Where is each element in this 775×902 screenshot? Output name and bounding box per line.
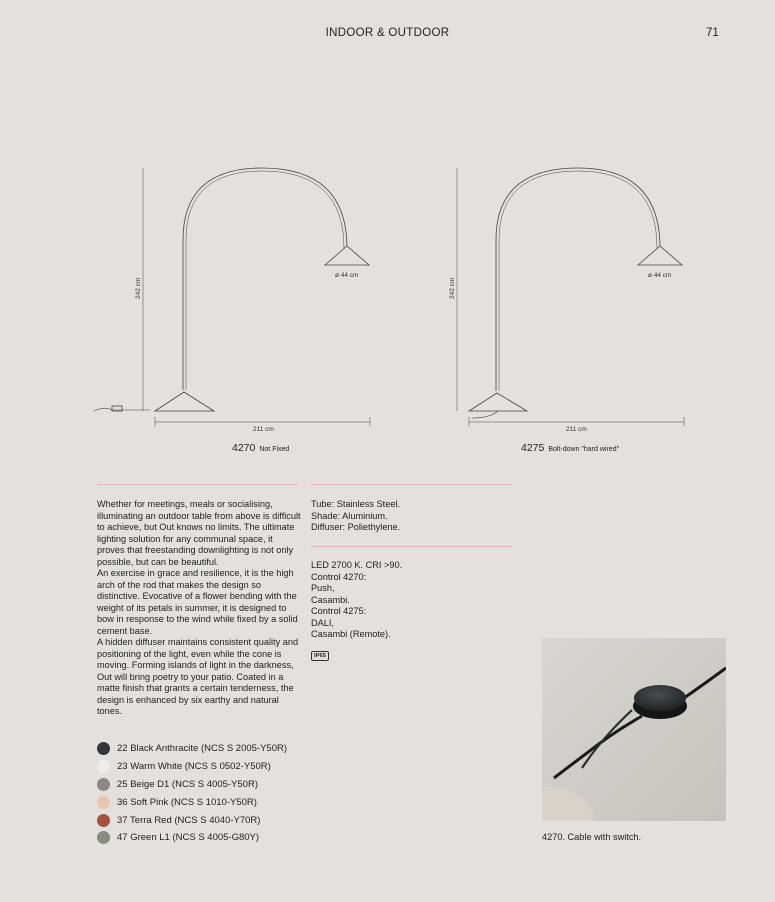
materials-list [311,499,516,534]
color-swatch [97,796,110,809]
finish-item [97,793,287,811]
spec-item: Casambi. [311,594,350,605]
finish-label: 22 Black Anthracite (NCS S 2005-Y50R) [117,743,288,755]
diameter-dimension-left: ø 44 cm [335,272,359,279]
model-code: 4275 [521,442,545,454]
cable-switch-photo [542,638,726,821]
model-note: Bolt-down "hard wired" [548,446,620,453]
color-swatch [97,760,110,773]
model-note: Not Fixed [259,446,290,453]
model-code: 4270 [232,442,256,454]
divider-technical [311,546,512,547]
product-description [97,499,302,718]
page-number: 71 [706,27,719,39]
finish-item [97,740,287,758]
divider-description [97,484,298,485]
spec-item: DALI, [311,617,334,628]
finish-label: 25 Beige D1 (NCS S 4005-Y50R) [117,778,258,790]
color-swatch [97,778,110,791]
material-item: Shade: Aluminium. [311,510,388,521]
model-label-4275 [521,442,619,454]
height-dimension-left: 242 cm [135,277,142,299]
color-swatch [97,742,110,755]
finish-label: 47 Green L1 (NCS S 4005-G80Y) [117,832,260,844]
material-item: Diffuser: Poliethylene. [311,522,401,532]
spec-item: Control 4275: [311,606,367,616]
width-dimension-left: 211 cm [253,426,274,433]
color-swatch [97,831,110,844]
finish-item [97,776,287,794]
lamp-drawing-4275 [457,168,684,426]
description-paragraph: Whether for meetings, meals or socialising, illuminating an outdoor table from above is difficult to achieve, but Out knows no limits. The ultimate lighting solution for any communal space, it proves that freestanding downlighting is not only possible, but can be beautiful. [97,499,301,567]
color-swatch [97,814,110,827]
divider-materials [311,484,512,485]
finish-item [97,811,287,829]
finish-label: 23 Warm White (NCS S 0502-Y50R) [117,761,271,773]
spec-item: Push, [311,583,335,593]
spec-item: LED 2700 K. CRI >90. [311,560,403,570]
section-title: INDOOR & OUTDOOR [325,27,450,39]
technical-specs [311,560,516,641]
finish-item [97,829,287,847]
spec-item: Casambi (Remote). [311,629,391,639]
finish-label: 37 Terra Red (NCS S 4040-Y70R) [117,814,261,826]
width-dimension-right: 211 cm [566,426,587,433]
diameter-dimension-right: ø 44 cm [648,272,672,279]
spec-item: Control 4270: [311,571,367,582]
photo-caption: 4270. Cable with switch. [542,832,642,842]
description-paragraph: An exercise in grace and resilience, it is the high arch of the rod that makes the design so distinctive. Evocative of a flower bending with the weight of its petals in summer, it is designed to bow in response to the wind while fixed by a solid cement base. [97,568,298,636]
finish-swatches [97,740,287,847]
height-dimension-right: 242 cm [449,277,456,299]
finish-item [97,758,287,776]
material-item: Tube: Stainless Steel. [311,499,401,509]
model-label-4270 [232,442,289,454]
description-paragraph: A hidden diffuser maintains consistent quality and positioning of the light, even while the cone is moving. Forming islands of light in the darkness, Out will bring poetry to your patio. Coated in a matte finish that grants a certain tenderness, the design is enhanced by six earthy and natural tones. [97,637,299,716]
ip-rating-badge: IP65 [311,651,329,661]
finish-label: 36 Soft Pink (NCS S 1010-Y50R) [117,796,257,808]
